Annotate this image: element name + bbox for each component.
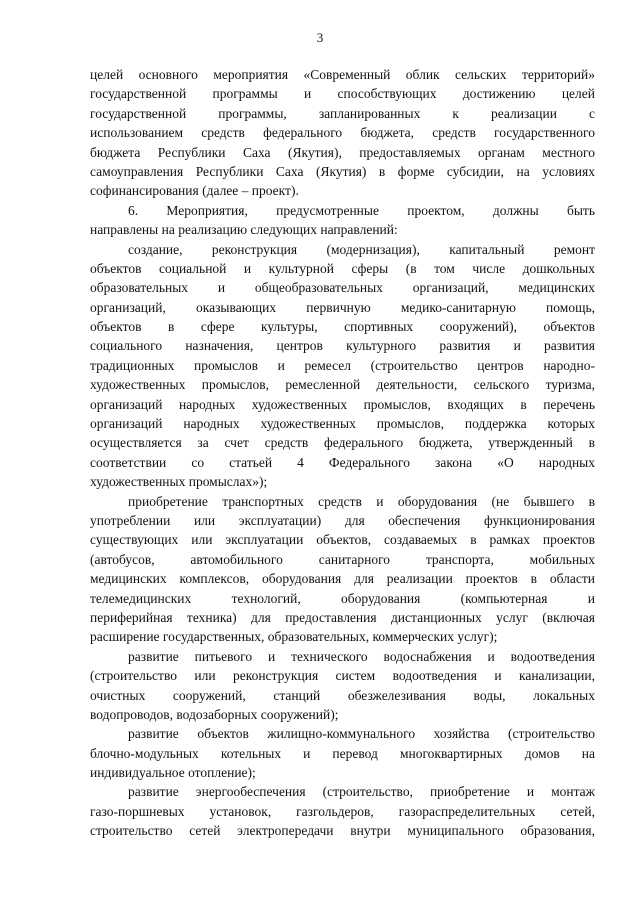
text-line: объектов в сфере культуры, спортивных сооружений), объектов xyxy=(90,319,595,335)
paragraph-item-6 xyxy=(90,201,595,240)
text-line: организаций, оказывающих первичную медико-санитарную помощь, xyxy=(90,299,595,315)
text-line: строительство сетей электропередачи внутри муниципального образования, xyxy=(90,823,595,839)
text-line: периферийная техника) для предоставления дистанционных услуг (включая xyxy=(90,609,595,625)
paragraph-social-objects xyxy=(90,240,595,492)
text-line: (автобусов, автомобильного санитарного транспорта, мобильных xyxy=(90,551,595,567)
text-line: газо-поршневых установок, газгольдеров, газораспределительных сетей, xyxy=(90,803,595,819)
text-line: объектов социальной и культурной сферы (в том числе дошкольных xyxy=(90,260,595,276)
document-body xyxy=(90,65,595,841)
text-line: осуществляется за счет средств федерального бюджета, утвержденный в xyxy=(90,435,595,451)
text-line: художественных промыслов, ремесленной деятельности, сельского туризма, xyxy=(90,377,595,393)
text-line: блочно-модульных котельных и перевод многоквартирных домов на xyxy=(90,745,595,761)
text-line: телемедицинских технологий, оборудования (компьютерная и xyxy=(90,590,595,606)
text-line: направлены на реализацию следующих направлений: xyxy=(90,222,398,238)
text-line: художественных промыслах»); xyxy=(90,474,268,490)
text-line: медицинских комплексов, оборудования для реализации проектов в области xyxy=(90,571,595,587)
paragraph-energy-supply xyxy=(90,782,595,840)
text-line: организаций народных художественных промыслов, входящих в перечень xyxy=(90,396,595,412)
text-line: расширение государственных, образовательных, коммерческих услуг); xyxy=(90,629,498,645)
page-number: 3 xyxy=(316,30,324,45)
text-line: традиционных промыслов и ремесел (строительство центров народно- xyxy=(90,357,595,373)
paragraph-water-supply xyxy=(90,647,595,725)
text-line: (строительство или реконструкция систем водоотведения и канализации, xyxy=(90,668,595,684)
text-line: государственной программы, запланированных к реализации с xyxy=(90,105,595,121)
paragraph-housing-utilities xyxy=(90,724,595,782)
text-line: социального назначения, центров культурного развития и развития xyxy=(90,338,595,354)
text-line: очистных сооружений, станций обезжелезивания воды, локальных xyxy=(90,687,595,703)
text-line: употреблении или эксплуатации) для обеспечения функционирования xyxy=(90,512,595,528)
text-line: софинансирования (далее – проект). xyxy=(90,183,299,199)
text-line: целей основного мероприятия «Современный облик сельских территорий» xyxy=(90,67,595,82)
text-line: образовательных и общеобразовательных организаций, медицинских xyxy=(90,280,595,296)
text-line: развитие объектов жилищно-коммунального хозяйства (строительство xyxy=(128,726,595,742)
text-line: государственной программы и способствующих достижению целей xyxy=(90,86,595,102)
text-line: приобретение транспортных средств и оборудования (не бывшего в xyxy=(128,493,595,509)
text-line: бюджета Республики Саха (Якутия), предоставляемых органам местного xyxy=(90,144,595,160)
text-line: водопроводов, водозаборных сооружений); xyxy=(90,706,339,722)
paragraph-transport-equipment xyxy=(90,492,595,647)
text-line: существующих или эксплуатации объектов, создаваемых в рамках проектов xyxy=(90,532,595,548)
text-line: использованием средств федерального бюджета, средств государственного xyxy=(90,125,595,141)
text-line: организаций народных художественных промыслов, поддержка которых xyxy=(90,416,595,432)
text-line: самоуправления Республики Саха (Якутия) в форме субсидии, на условиях xyxy=(90,163,595,179)
text-line: 6. Мероприятия, предусмотренные проектом, должны быть xyxy=(128,202,595,218)
text-line: развитие энергообеспечения (строительство, приобретение и монтаж xyxy=(128,784,595,800)
text-line: соответствии со статьей 4 Федерального закона «О народных xyxy=(90,454,595,470)
text-line: создание, реконструкция (модернизация), капитальный ремонт xyxy=(128,241,595,257)
paragraph-intro-continuation xyxy=(90,65,595,201)
text-line: индивидуальное отопление); xyxy=(90,765,256,781)
text-line: развитие питьевого и технического водоснабжения и водоотведения xyxy=(128,648,595,664)
